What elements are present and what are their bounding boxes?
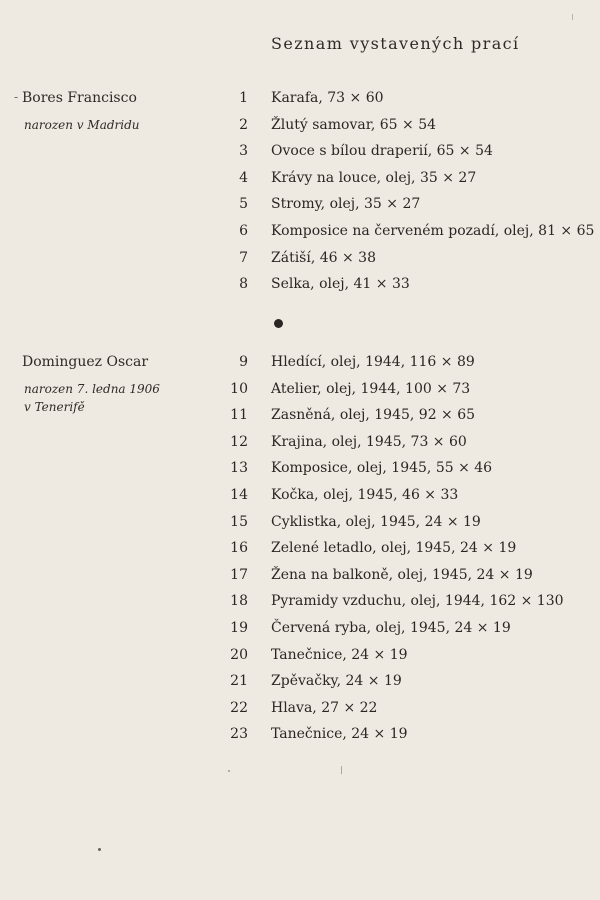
work-title: Kočka, olej, 1945, 46 × 33: [271, 487, 459, 503]
work-number: 15: [230, 513, 248, 530]
work-title: Zpěvačky, 24 × 19: [271, 673, 402, 690]
work-title: Zelené letadlo, olej, 1945, 24 × 19: [271, 540, 517, 557]
artist-note-line: v Tenerifě: [24, 400, 85, 414]
work-title: Zasněná, olej, 1945, 92 × 65: [271, 407, 476, 424]
page-speck: [228, 770, 230, 772]
work-title: Pyramidy vzduchu, olej, 1944, 162 × 130: [271, 593, 564, 610]
work-number: 17: [230, 566, 248, 583]
work-title: Krajina, olej, 1945, 73 × 60: [271, 433, 467, 450]
work-title: Stromy, olej, 35 × 27: [271, 196, 421, 213]
work-number: 3: [239, 143, 248, 160]
work-title: Selka, olej, 41 × 33: [271, 276, 410, 293]
work-row: [0, 673, 600, 695]
work-row: [0, 700, 600, 722]
work-number: 9: [239, 354, 248, 370]
artist-name-text: Dominguez Oscar: [22, 354, 149, 370]
work-row: [0, 487, 600, 509]
work-number: 5: [239, 196, 248, 213]
work-title: Tanečnice, 24 × 19: [271, 646, 408, 663]
work-row: [0, 143, 600, 165]
work-row: [0, 117, 600, 139]
work-row: [0, 90, 600, 112]
work-number: 16: [230, 540, 248, 557]
work-number: 7: [239, 249, 248, 266]
work-row: [0, 381, 600, 403]
work-title: Červená ryba, olej, 1945, 24 × 19: [271, 620, 511, 636]
work-number: 20: [230, 646, 248, 663]
work-title: Cyklistka, olej, 1945, 24 × 19: [271, 513, 481, 530]
work-number: 18: [230, 593, 248, 610]
work-row: [0, 593, 600, 615]
work-title: Komposice, olej, 1945, 55 × 46: [271, 460, 493, 477]
work-title: Tanečnice, 24 × 19: [271, 726, 408, 743]
work-row: [0, 434, 600, 456]
work-title: Ovoce s bílou draperií, 65 × 54: [271, 143, 493, 160]
work-number: 11: [230, 407, 248, 424]
work-number: 19: [230, 620, 248, 636]
work-title: Zátiší, 46 × 38: [271, 249, 376, 266]
work-title: Karafa, 73 × 60: [271, 90, 384, 106]
work-number: 23: [230, 726, 248, 743]
work-number: 10: [230, 380, 248, 397]
page-speck: [341, 766, 342, 774]
work-row: [0, 514, 600, 536]
work-number: 13: [230, 460, 248, 477]
artist-note-line: narozen 7. ledna 1906: [24, 382, 160, 396]
work-title: Žlutý samovar, 65 × 54: [271, 116, 437, 133]
work-number: 8: [239, 276, 248, 293]
work-row: [0, 223, 600, 245]
artist-note-line: narozen v Madridu: [24, 118, 140, 132]
work-number: 4: [239, 169, 248, 186]
separator-dot: [274, 319, 283, 328]
dash-mark: -: [14, 90, 19, 104]
work-row: [0, 170, 600, 192]
work-row: [0, 250, 600, 272]
page-title: Seznam vystavených prací: [271, 34, 520, 53]
work-row: [0, 196, 600, 218]
work-number: 6: [239, 223, 248, 239]
work-row: [0, 647, 600, 669]
work-row: [0, 726, 600, 748]
page-speck: [98, 848, 101, 851]
work-row: [0, 407, 600, 429]
work-title: Hledící, olej, 1944, 116 × 89: [271, 354, 475, 370]
work-title: Komposice na červeném pozadí, olej, 81 × 65: [271, 223, 595, 239]
work-title: Žena na balkoně, olej, 1945, 24 × 19: [271, 566, 533, 583]
artist-name-text: Bores Francisco: [22, 90, 137, 106]
page-speck: [572, 14, 573, 20]
work-number: 21: [230, 673, 248, 690]
work-number: 14: [230, 487, 248, 503]
work-row: [0, 276, 600, 298]
work-number: 1: [239, 90, 248, 106]
work-row: [0, 567, 600, 589]
work-number: 22: [230, 699, 248, 716]
work-row: [0, 620, 600, 642]
work-row: [0, 460, 600, 482]
work-number: 12: [230, 433, 248, 450]
work-number: 2: [239, 116, 248, 133]
work-row: [0, 540, 600, 562]
work-title: Atelier, olej, 1944, 100 × 73: [271, 380, 471, 397]
work-title: Hlava, 27 × 22: [271, 699, 378, 716]
work-row: [0, 354, 600, 376]
work-title: Krávy na louce, olej, 35 × 27: [271, 169, 477, 186]
